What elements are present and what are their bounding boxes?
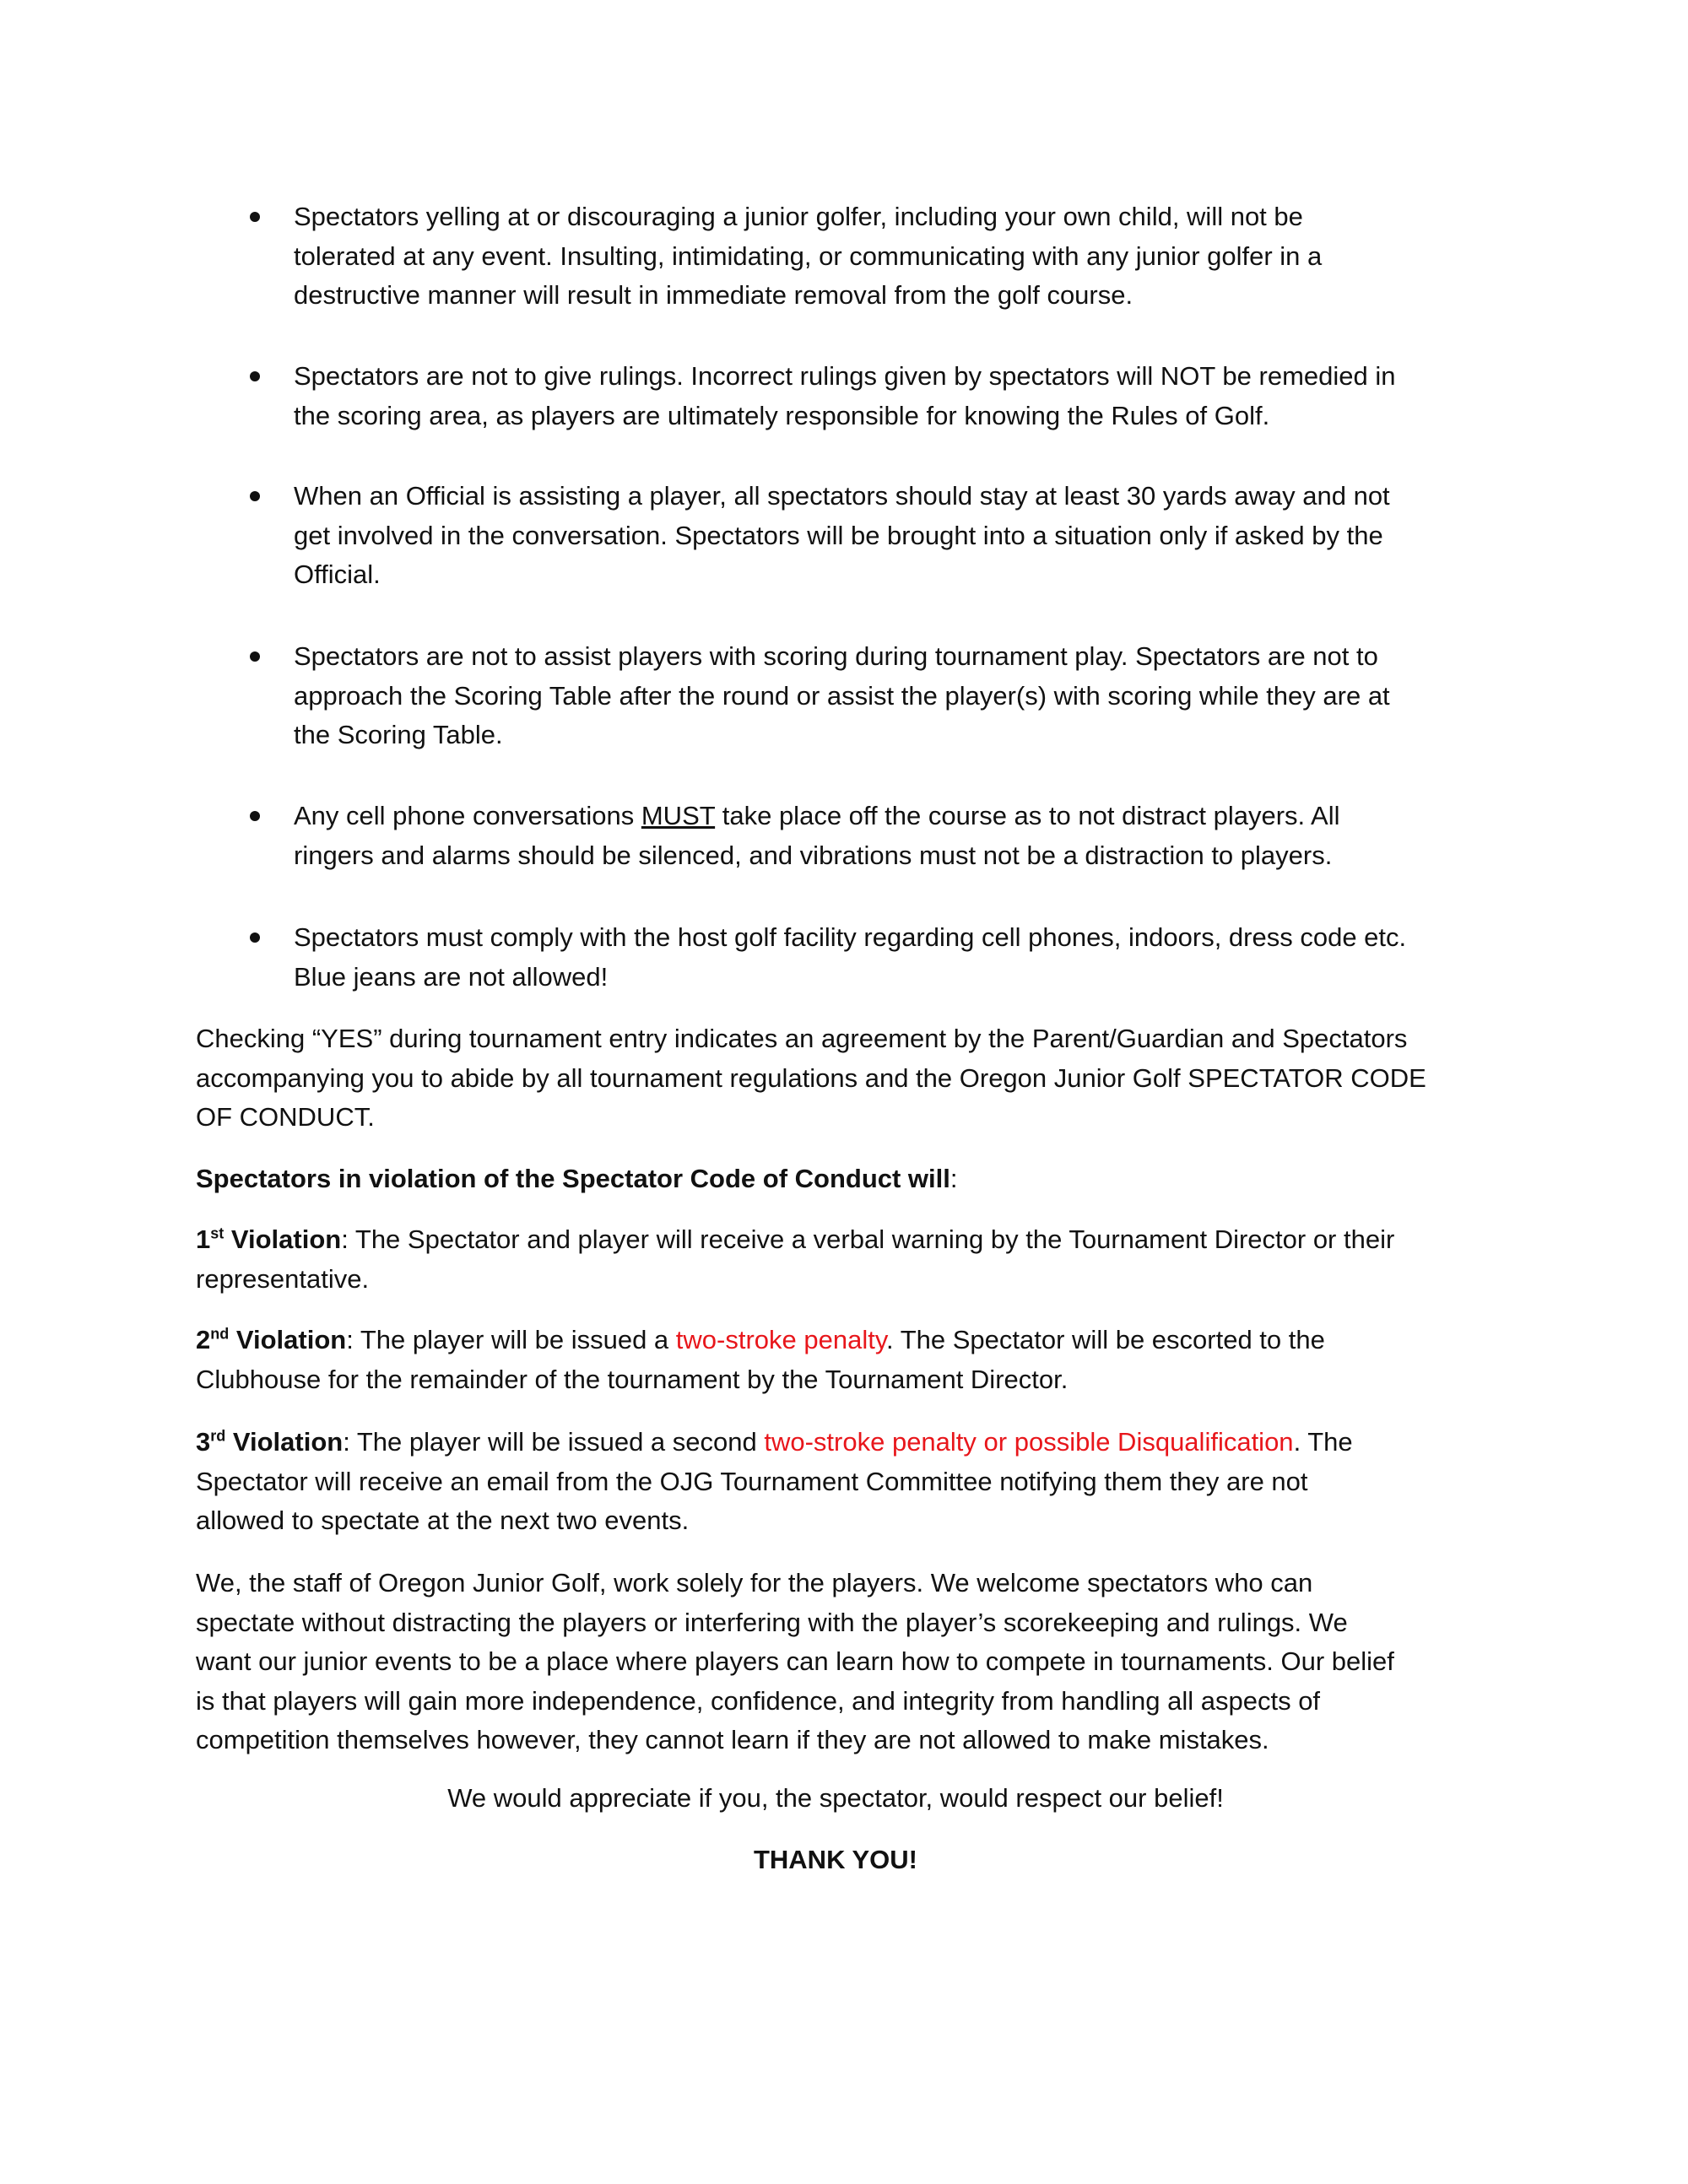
paragraph: [196, 1321, 1325, 1399]
bullet-item: [294, 477, 1390, 595]
bullet-icon: [250, 651, 260, 662]
bullet-icon: [250, 212, 260, 222]
superscript: nd: [210, 1325, 230, 1343]
text-segment: is that players will gain more independence, confidence, and integrity from handling all aspects of: [196, 1685, 1321, 1716]
bullet-icon: [250, 491, 260, 501]
text-line: [196, 1059, 1426, 1099]
text-segment: Spectators are not to give rulings. Incorrect rulings given by spectators will NOT be remedied in: [294, 361, 1396, 391]
text-line: [196, 1564, 1394, 1603]
superscript: rd: [210, 1427, 226, 1445]
text-line: [196, 1220, 1394, 1260]
text-segment: : The Spectator and player will receive a verbal warning by the Tournament Director or their: [341, 1224, 1395, 1254]
text-segment: take place off the course as to not distract players. All: [715, 801, 1340, 830]
text-segment: Clubhouse for the remainder of the tournament by the Tournament Director.: [196, 1364, 1069, 1394]
text-line: [196, 1462, 1353, 1502]
text-line: [196, 1260, 1394, 1300]
bold-text: 3: [196, 1427, 211, 1457]
text-segment: : The player will be issued a second: [343, 1427, 765, 1457]
text-segment: Official.: [294, 560, 381, 590]
text-segment: . The: [1293, 1427, 1353, 1457]
text-segment: Blue jeans are not allowed!: [294, 961, 609, 992]
text-line: [196, 1019, 1426, 1059]
bold-text: Spectators in violation of the Spectator Code of Conduct will: [196, 1164, 950, 1193]
text-line: [294, 918, 1406, 958]
text-line: [294, 677, 1390, 716]
text-line: [196, 1423, 1353, 1462]
closing-line: We would appreciate if you, the spectator, would respect our belief!: [447, 1783, 1224, 1813]
text-segment: When an Official is assisting a player, all spectators should stay at least 30 yards away and not: [294, 481, 1390, 511]
text-segment: . The Spectator will be escorted to the: [886, 1325, 1325, 1354]
text-line: [294, 477, 1390, 516]
text-line: [196, 1321, 1325, 1360]
paragraph: [196, 1564, 1394, 1760]
bullet-icon: [250, 811, 260, 821]
text-line: [294, 276, 1322, 316]
bullet-item: [294, 197, 1322, 316]
text-segment: tolerated at any event. Insulting, intimidating, or communicating with any junior golfer in a: [294, 241, 1323, 271]
text-line: [294, 797, 1340, 836]
text-line: [294, 197, 1322, 237]
bold-text: Violation: [229, 1325, 347, 1354]
text-segment: Checking “YES” during tournament entry indicates an agreement by the Parent/Guardian and Spectators: [196, 1024, 1408, 1053]
text-line: [294, 516, 1390, 556]
bullet-icon: [250, 371, 260, 381]
text-segment: spectate without distracting the players or interfering with the player’s scorekeeping and rulings. We: [196, 1607, 1348, 1637]
bullet-item: [294, 357, 1395, 435]
text-line: [196, 1603, 1394, 1643]
bold-text: 1: [196, 1224, 211, 1254]
text-segment: Spectators must comply with the host golf facility regarding cell phones, indoors, dress code etc.: [294, 922, 1407, 952]
text-segment: :: [950, 1164, 958, 1193]
text-line: [294, 237, 1322, 277]
text-segment: destructive manner will result in immediate removal from the golf course.: [294, 280, 1133, 311]
paragraph: [196, 1220, 1394, 1299]
text-segment: : The player will be issued a: [346, 1325, 676, 1354]
text-segment: want our junior events to be a place where players can learn how to compete in tournaments. Our belief: [196, 1646, 1394, 1677]
text-segment: representative.: [196, 1263, 370, 1294]
paragraph: [196, 1160, 958, 1199]
bold-text: Violation: [224, 1224, 342, 1254]
text-segment: ringers and alarms should be silenced, and vibrations must not be a distraction to players.: [294, 840, 1333, 870]
bullet-item: [294, 918, 1406, 997]
text-line: [196, 1098, 1426, 1138]
text-segment: We, the staff of Oregon Junior Golf, work solely for the players. We welcome spectators who can: [196, 1568, 1313, 1597]
penalty-text: two-stroke penalty: [675, 1325, 887, 1354]
bold-text: Violation: [225, 1427, 344, 1457]
paragraph: [196, 1019, 1426, 1138]
underlined-text: MUST: [641, 801, 716, 830]
text-segment: Spectators are not to assist players with scoring during tournament play. Spectators are not to: [294, 641, 1378, 671]
text-line: [196, 1642, 1394, 1682]
text-segment: allowed to spectate at the next two events.: [196, 1506, 690, 1536]
text-segment: Spectator will receive an email from the OJG Tournament Committee notifying them they are not: [196, 1466, 1308, 1496]
text-segment: the Scoring Table.: [294, 720, 503, 750]
text-line: [196, 1721, 1394, 1760]
text-line: [294, 716, 1390, 755]
text-line: [196, 1360, 1325, 1400]
text-segment: the scoring area, as players are ultimately responsible for knowing the Rules of Golf.: [294, 400, 1270, 430]
text-segment: competition themselves however, they cannot learn if they are not allowed to make mistakes.: [196, 1725, 1269, 1755]
bullet-item: [294, 797, 1340, 875]
paragraph: [196, 1423, 1353, 1541]
text-segment: approach the Scoring Table after the round or assist the player(s) with scoring while they are at: [294, 680, 1390, 711]
thank-you-heading: THANK YOU!: [753, 1845, 918, 1874]
bullet-item: [294, 637, 1390, 755]
text-line: [196, 1160, 958, 1199]
text-segment: Spectators yelling at or discouraging a junior golfer, including your own child, will not be: [294, 202, 1303, 231]
text-line: [196, 1501, 1353, 1541]
bold-text: 2: [196, 1325, 211, 1354]
text-segment: Any cell phone conversations: [294, 801, 641, 830]
text-segment: OF CONDUCT.: [196, 1102, 375, 1133]
text-line: [294, 637, 1390, 677]
text-segment: accompanying you to abide by all tournament regulations and the Oregon Junior Golf SPECTATOR CODE: [196, 1062, 1426, 1093]
text-line: [294, 958, 1406, 997]
text-line: [196, 1682, 1394, 1722]
text-line: [294, 555, 1390, 595]
bullet-icon: [250, 933, 260, 943]
text-line: [294, 357, 1395, 397]
superscript: st: [210, 1224, 225, 1242]
text-line: [294, 836, 1340, 876]
text-segment: get involved in the conversation. Spectators will be brought into a situation only if asked by the: [294, 520, 1383, 550]
text-line: [294, 397, 1395, 436]
penalty-text: two-stroke penalty or possible Disqualification: [764, 1427, 1294, 1457]
